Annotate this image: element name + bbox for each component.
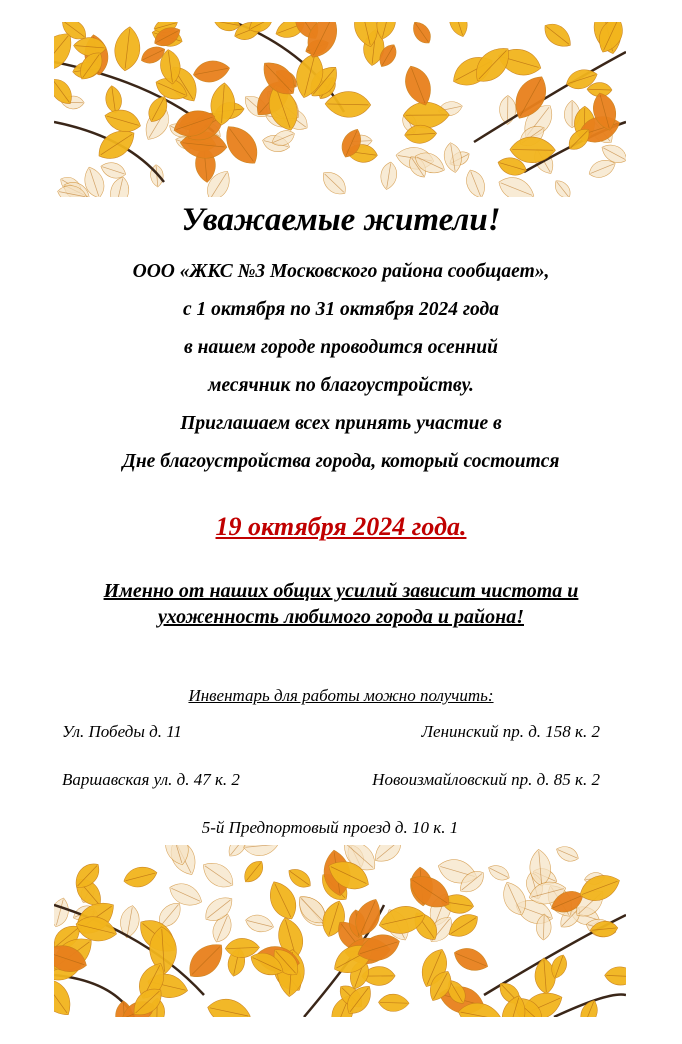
leaf xyxy=(442,141,464,173)
leaf xyxy=(122,863,160,890)
leaf xyxy=(118,904,142,939)
leaf xyxy=(102,106,143,136)
intro-line: с 1 октября по 31 октября 2024 года xyxy=(183,299,499,320)
leaf xyxy=(243,845,279,857)
slogan-line: ухоженность любимого города и района! xyxy=(157,606,524,628)
leaf xyxy=(400,62,437,109)
address-predportovy: 5-й Предпортовый проезд д. 10 к. 1 xyxy=(201,818,459,837)
intro-line: Дне благоустройства города, который состоится xyxy=(122,451,560,472)
leaf xyxy=(240,857,268,886)
leaves-bottom-illustration xyxy=(54,845,626,1017)
leaf xyxy=(554,845,581,865)
autumn-leaves-bottom-decoration xyxy=(54,845,626,1017)
slogan xyxy=(0,578,682,630)
leaf xyxy=(182,936,230,984)
intro-line: месячник по благоустройству. xyxy=(208,375,474,396)
leaf xyxy=(285,865,315,892)
leaf xyxy=(54,896,72,929)
address-varshavskaya: Варшавская ул. д. 47 к. 2 xyxy=(62,770,240,789)
leaf xyxy=(409,22,435,47)
leaf xyxy=(495,172,538,197)
leaf xyxy=(318,167,351,197)
leaf xyxy=(551,177,574,197)
leaf xyxy=(378,994,409,1012)
address-pobedy: Ул. Победы д. 11 xyxy=(62,722,182,741)
address-novoizmaylovsky: Новоизмайловский пр. д. 85 к. 2 xyxy=(372,770,600,789)
intro-line: ООО «ЖКС №3 Московского района сообщает», xyxy=(132,261,550,282)
leaf xyxy=(192,58,232,85)
address-leninsky: Ленинский пр. д. 158 к. 2 xyxy=(421,722,600,741)
autumn-leaves-top-decoration xyxy=(54,22,626,197)
notice-intro xyxy=(0,253,682,481)
leaf xyxy=(604,966,626,986)
leaf xyxy=(112,25,142,72)
leaf xyxy=(198,857,239,894)
notice-title: Уважаемые жители! xyxy=(181,202,501,238)
leaf xyxy=(107,175,131,197)
intro-line: в нашем городе проводится осенний xyxy=(184,337,498,358)
intro-line: Приглашаем всех принять участие в xyxy=(180,413,502,434)
leaf xyxy=(462,167,489,197)
leaf xyxy=(379,161,399,191)
leaf xyxy=(205,995,253,1017)
leaf xyxy=(450,943,491,976)
event-date: 19 октября 2024 года. xyxy=(215,512,467,541)
leaf xyxy=(244,912,276,935)
slogan-line: Именно от наших общих усилий зависит чистота и xyxy=(103,580,579,602)
inventory-label: Инвентарь для работы можно получить: xyxy=(188,686,494,705)
leaf xyxy=(446,22,471,39)
leaf xyxy=(540,22,576,52)
leaves-top-illustration xyxy=(54,22,626,197)
leaf xyxy=(486,862,512,884)
